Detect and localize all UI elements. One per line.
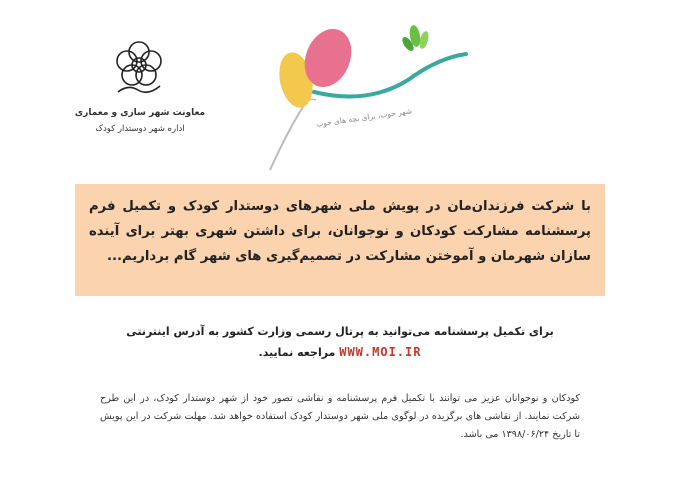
- balloons-illustration-icon: [248, 10, 478, 180]
- department-subtitle: اداره شهر دوستدار کودک: [95, 124, 185, 134]
- portal-suffix: مراجعه نمایید.: [258, 346, 336, 359]
- yazd-municipality-logo: [84, 30, 194, 100]
- portal-link-line: [120, 345, 560, 359]
- rosette-emblem-icon: [104, 30, 174, 100]
- intro-paragraph: با شرکت فرزندان‌مان در پویش ملی شهرهای دوستدار کودک و تکمیل فرم پرسشنامه مشارکت کودکان و نوجوانان، برای داشتن شهری بهتر برای آینده سازان شهرمان و آموختن مشارکت در تصمیم‌گیری های شهر گام برداریم...: [89, 199, 591, 264]
- portal-instruction: برای تکمیل پرسشنامه می‌توانید به پرتال رسمی وزارت کشور به آدرس اینترنتی: [126, 325, 554, 338]
- logo-tagline: شهر خوب، برای بچه های خوب: [315, 106, 413, 129]
- child-friendly-city-logo: [248, 10, 478, 184]
- department-title: معاونت شهر سازی و معماری: [74, 108, 206, 118]
- participation-note: کودکان و نوجوانان عزیز می توانند با تکمیل فرم پرسشنامه و نقاشی تصور خود از شهر دوستدار کودک، در این طرح شرکت نمایند. از نقاشی های برگزیده در لوگوی ملی شهر دوستدار کودک استفاده خواهد شد. مهلت شرکت در این پویش تا تاریخ ۱۳۹۸/۰۶/۲۴ می باشد.: [100, 393, 580, 440]
- intro-highlight-box: [75, 184, 605, 296]
- moi-website-link[interactable]: WWW.MOI.IR: [339, 345, 422, 359]
